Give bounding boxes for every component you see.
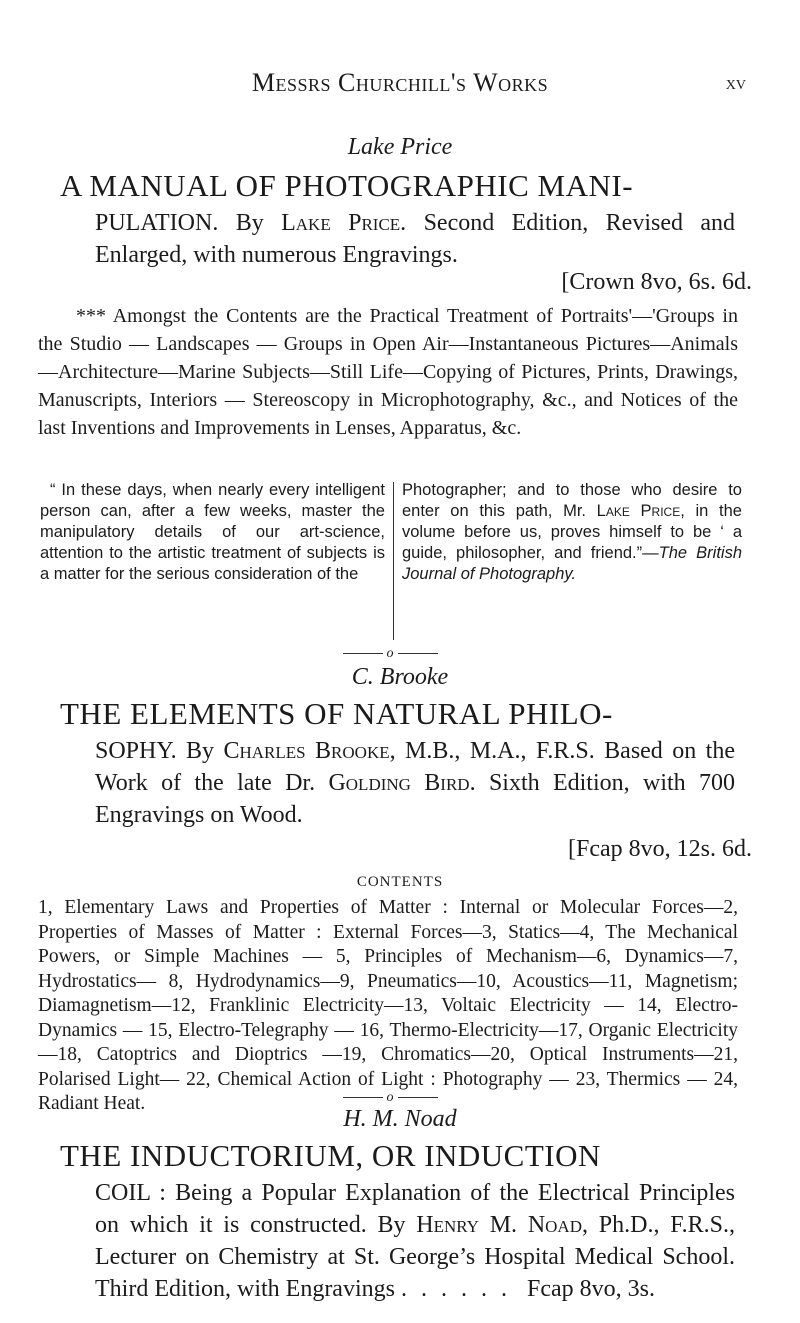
review-quote-left: “ In these days, when nearly every intelligent person can, after a few weeks, master the manipulatory details of our art-science, attention to the artistic treatment of subjects is a matter for the serious consideration of the [40, 481, 385, 583]
author-name: Lake Price. [281, 210, 407, 236]
entry-price: [Fcap 8vo, 12s. 6d. [568, 836, 752, 862]
entry-author-heading: H. M. Noad [343, 1106, 457, 1132]
contents-heading: CONTENTS [356, 874, 444, 890]
entry-description: SOPHY. By Charles Brooke, M.B., M.A., F.R.S. Based on the Work of the late Dr. Golding Bird. Sixth Edition, with 700 Engravings on Wood. [95, 738, 736, 828]
entry-description: COIL : Being a Popular Explanation of the Electrical Principles on which it is constructed. By Henry M. Noad, Ph.D., F.R.S., Lecturer on Chemistry at St. George’s Hospital Medical School. Third Edition, with Engravings ...... Fcap 8vo, 3s. [95, 1180, 735, 1302]
entry-price: [Crown 8vo, 6s. 6d. [561, 269, 752, 295]
page-number: xv [725, 72, 746, 94]
section-divider: o [330, 1090, 450, 1106]
running-head: Messrs Churchill's Works [251, 68, 549, 97]
review-source: The British Journal of Photography. [402, 544, 742, 583]
entry-author-heading: Lake Price [347, 134, 453, 160]
column-divider [393, 482, 394, 640]
author-name: Henry M. Noad, [416, 1212, 588, 1238]
section-divider: o [330, 646, 450, 662]
author-name: Charles Brooke, [223, 738, 396, 764]
entry-author-heading: C. Brooke [351, 664, 449, 690]
entry-title: A MANUAL OF PHOTOGRAPHIC MANI- [60, 168, 634, 203]
review-quote-right: Photographer; and to those who desire to enter on this path, Mr. Lake Price, in the volume before us, proves himself to be ‘ a guide, philosopher, and friend.”—The British Journal of Photography. [402, 481, 742, 583]
entry-title: THE INDUCTORIUM, OR INDUCTION [60, 1138, 601, 1173]
dot-leaders: ...... [400, 1276, 521, 1302]
entry-description: PULATION. By Lake Price. Second Edition, Revised and Enlarged, with numerous Engravings. [95, 210, 736, 268]
entry-title: THE ELEMENTS OF NATURAL PHILO- [60, 696, 613, 731]
entry-price: Fcap 8vo, 3s. [526, 1276, 655, 1302]
entry-contents-note: *** Amongst the Contents are the Practical Treatment of Portraits'—'Groups in the Studio — Landscapes — Groups in Open Air—Instantaneous Pictures—Animals—Architecture—Marine Subjects—Still Life—Copying of Pictures, Prints, Drawings, Manuscripts, Interiors — Stereoscopy in Microphotography, &c., and Notices of the last Inventions and Improvements in Lenses, Apparatus, &c. [38, 305, 738, 439]
entry-contents-list: 1, Elementary Laws and Properties of Matter : Internal or Molecular Forces—2, Properties of Masses of Matter : External Forces—3, Statics—4, The Mechanical Powers, or Simple Machines — 5, Principles of Mechanism—6, Dynamics—7, Hydrostatics— 8, Hydrodynamics—9, Pneumatics—10, Acoustics—11, Magnetism; Diamagnetism—12, Franklinic Electricity—13, Voltaic Electricity — 14, Electro-Dynamics — 15, Electro-Telegraphy — 16, Thermo-Electricity—17, Organic Electricity—18, Catoptrics and Dioptrics —19, Chromatics—20, Optical Instruments—21, Polarised Light— 22, Chemical Action of Light : Photography — 23, Thermics — 24, Radiant Heat. [38, 897, 738, 1114]
